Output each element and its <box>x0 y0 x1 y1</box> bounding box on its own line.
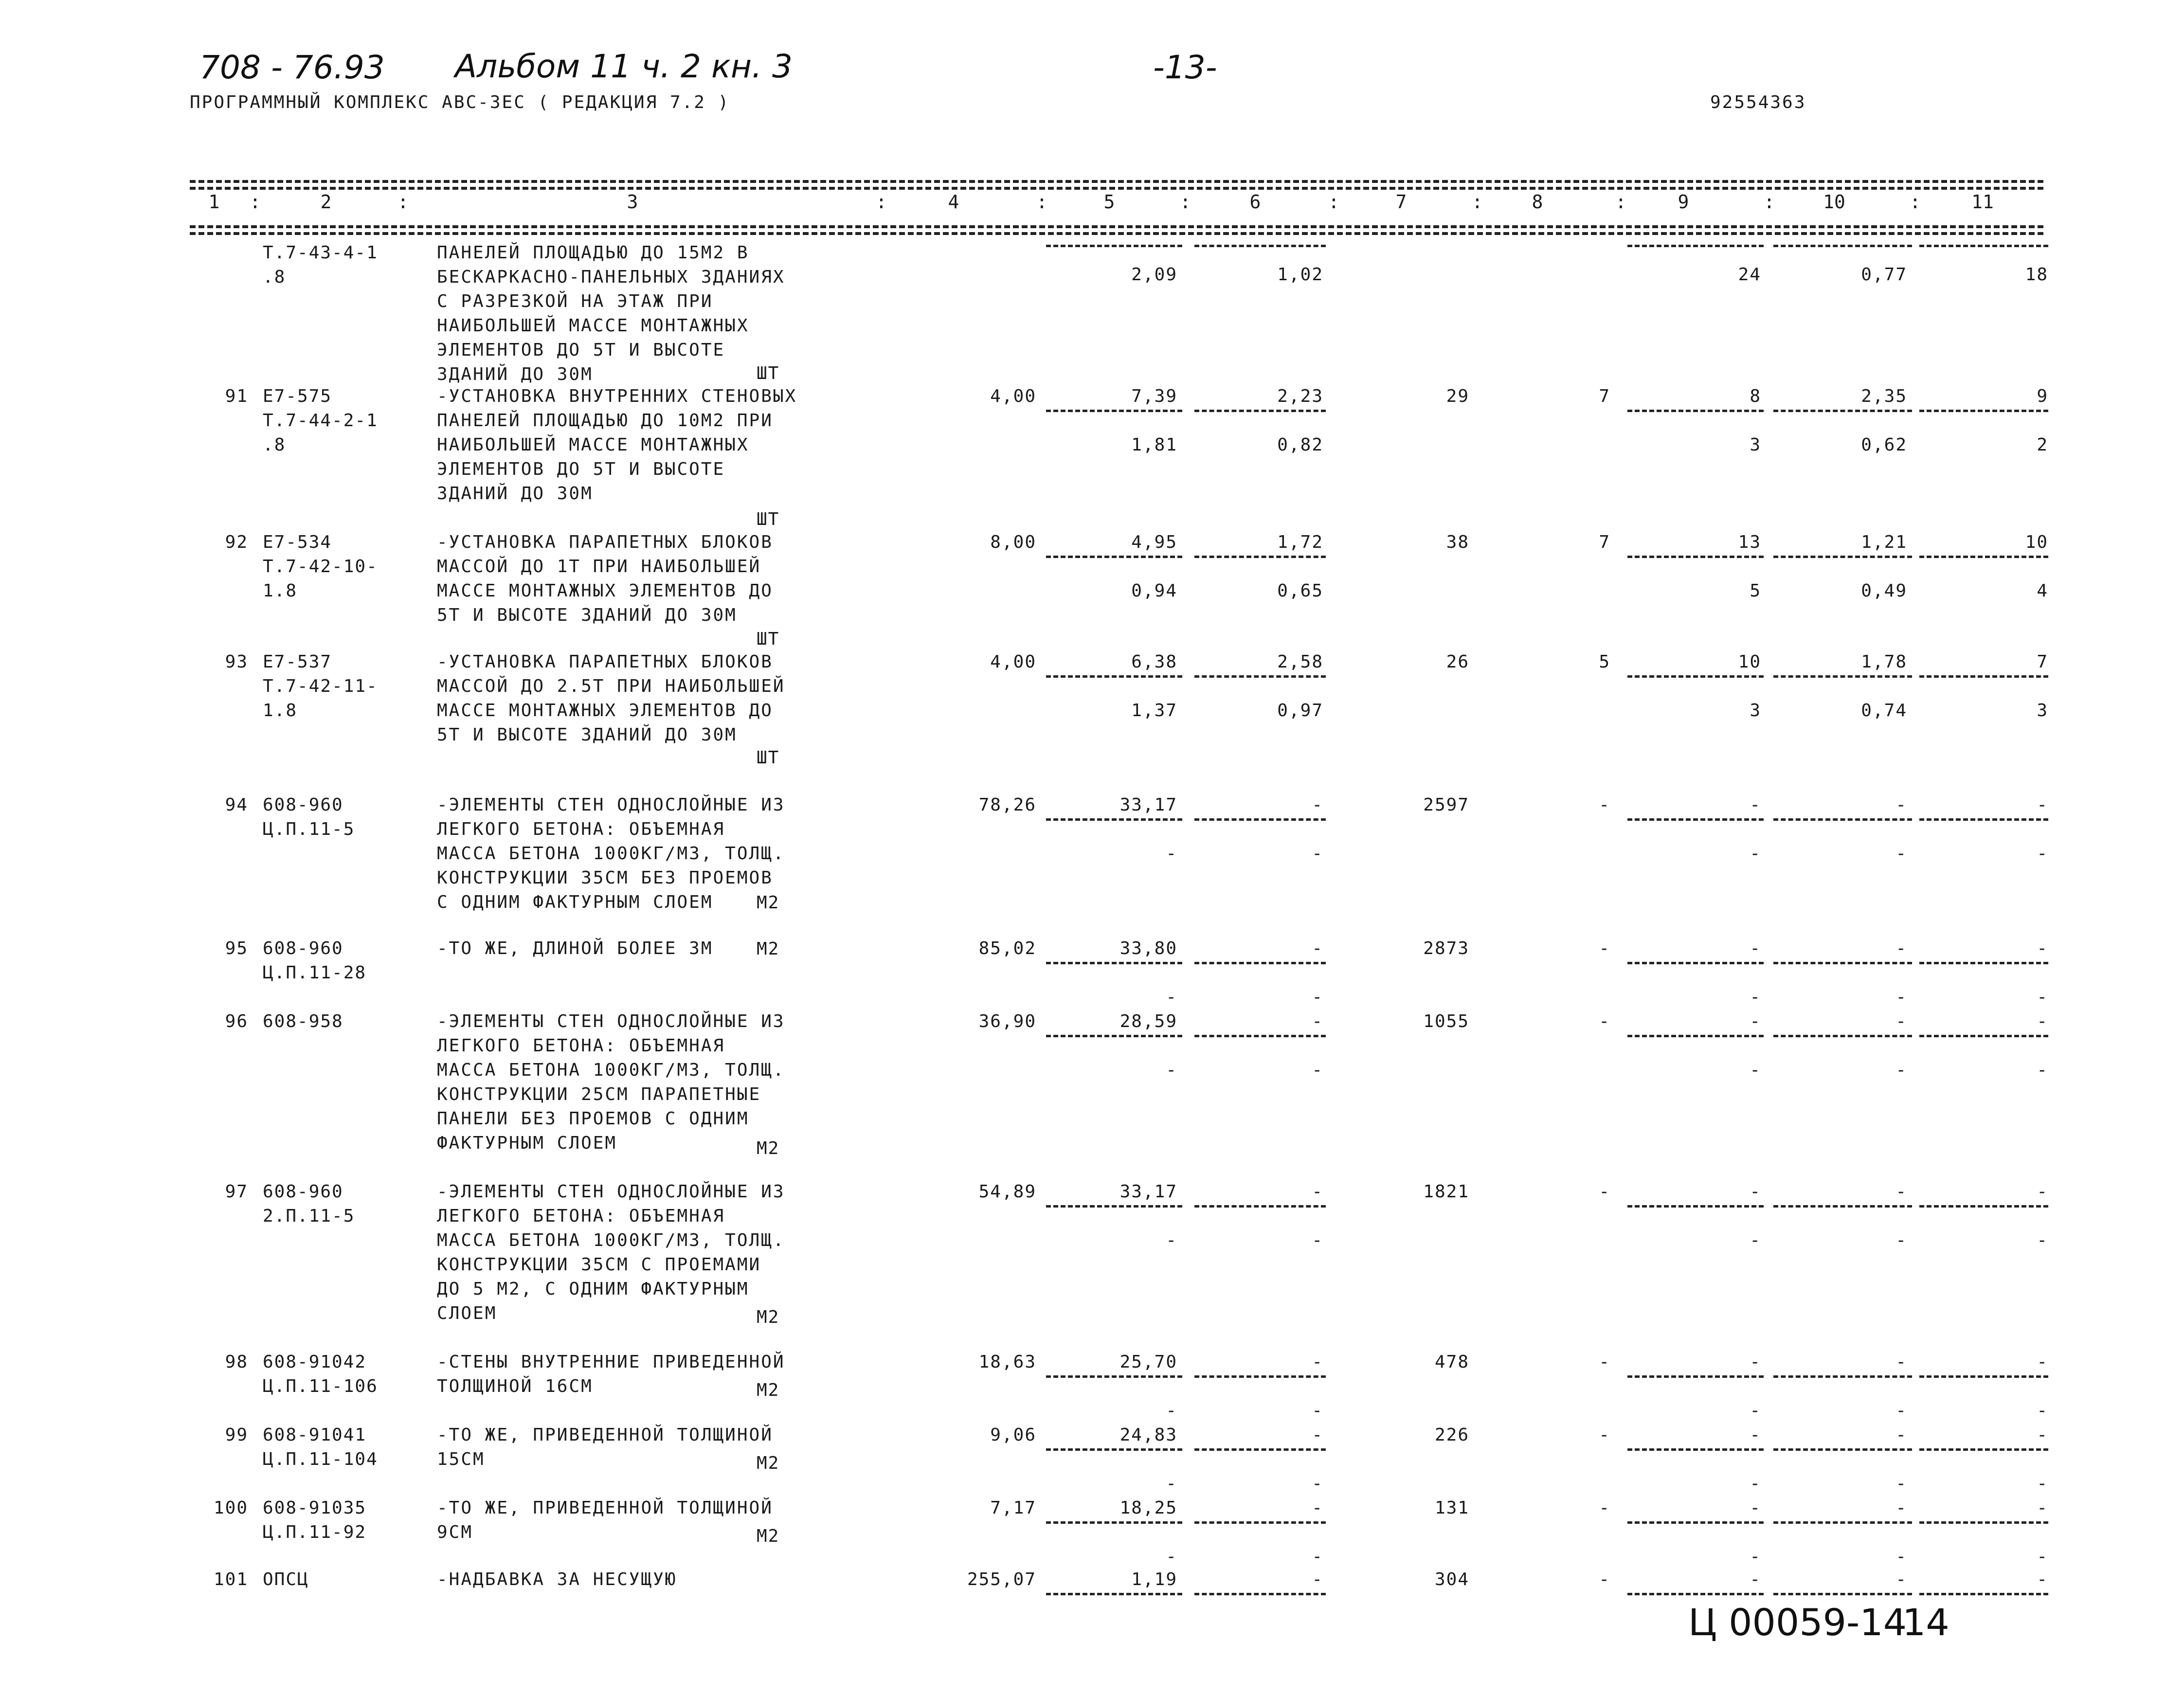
fraction-line <box>1627 1448 1764 1451</box>
header-rule-bottom <box>190 225 2043 228</box>
column-10-upper: - <box>1895 795 1907 815</box>
fraction-line <box>1773 1205 1912 1208</box>
column-6-upper: - <box>1312 1570 1323 1589</box>
row-unit: М2 <box>757 1453 780 1473</box>
row-unit: М2 <box>757 1307 780 1327</box>
fraction-line <box>1046 556 1182 558</box>
column-header-8: 8 <box>1532 191 1543 213</box>
column-header-11: 11 <box>1971 191 1994 213</box>
column-4-value: 8,00 <box>990 532 1036 552</box>
column-11-upper: - <box>2037 1425 2048 1445</box>
column-9-lower: 3 <box>1750 435 1761 455</box>
fraction-line <box>1194 1593 1326 1595</box>
column-8-value: - <box>1599 795 1610 815</box>
row-description: -ЭЛЕМЕНТЫ СТЕН ОДНОСЛОЙНЫЕ ИЗ ЛЕГКОГО БЕТОНА: ОБЪЕМНАЯ МАССА БЕТОНА 1000КГ/М3, ТОЛЩ. КОНСТРУКЦИИ 35СМ С ПРОЕМАМИ ДО 5 М2, С ОДНИМ ФАКТУРНЫМ СЛОЕМ <box>437 1182 785 1323</box>
column-header-5: 5 <box>1103 191 1115 213</box>
fraction-line <box>1919 410 2048 412</box>
column-header-2: 2 <box>320 191 332 213</box>
column-11-upper: - <box>2037 938 2048 958</box>
column-8-value: 5 <box>1599 652 1610 672</box>
fraction-line <box>1773 675 1912 678</box>
row-description: -СТЕНЫ ВНУТРЕННИЕ ПРИВЕДЕННОЙ ТОЛЩИНОЙ 16СМ <box>437 1352 785 1396</box>
column-5-lower: 1,81 <box>1131 435 1177 455</box>
column-4-value: 255,07 <box>967 1570 1036 1589</box>
fraction-line <box>1194 675 1326 678</box>
row-number: 98 <box>225 1352 248 1372</box>
archive-stamp: Ц 00059-14 <box>1688 1601 1907 1644</box>
column-10-lower: - <box>1895 1230 1907 1250</box>
column-9-upper: - <box>1750 1352 1761 1372</box>
fraction-line <box>1046 675 1182 678</box>
column-separator: : <box>1036 191 1047 213</box>
column-5-lower: - <box>1166 1547 1177 1567</box>
row-unit: ШТ <box>757 509 780 529</box>
column-header-3: 3 <box>627 191 638 213</box>
fraction-line <box>1773 556 1912 558</box>
column-5-upper: 33,17 <box>1119 1182 1177 1202</box>
column-4-value: 4,00 <box>990 652 1036 672</box>
column-4-value: 9,06 <box>990 1425 1036 1445</box>
fraction-line <box>1773 1035 1912 1037</box>
column-separator: : <box>250 191 261 213</box>
row-code: 608-960 Ц.П.11-5 <box>263 795 355 839</box>
column-5-upper: 25,70 <box>1119 1352 1177 1372</box>
row-code: Т.7-43-4-1 .8 <box>263 243 378 287</box>
fraction-line <box>1919 675 2048 678</box>
column-11-lower: 18 <box>2025 265 2048 285</box>
column-10-upper: 1,78 <box>1861 652 1907 672</box>
column-9-upper: - <box>1750 1425 1761 1445</box>
row-unit: ШТ <box>757 629 780 649</box>
fraction-line <box>1046 1448 1182 1451</box>
fraction-line <box>1773 1521 1912 1524</box>
fraction-line <box>1046 1593 1182 1595</box>
column-6-upper: 2,23 <box>1277 386 1323 406</box>
column-10-lower: - <box>1895 1547 1907 1567</box>
column-9-upper: - <box>1750 795 1761 815</box>
column-11-lower: - <box>2037 844 2048 864</box>
column-9-upper: 13 <box>1738 532 1761 552</box>
column-8-value: 7 <box>1599 386 1610 406</box>
row-code: Е7-575 Т.7-44-2-1 .8 <box>263 386 378 455</box>
fraction-line <box>1627 1205 1764 1208</box>
column-7-value: 26 <box>1446 652 1469 672</box>
row-unit: ШТ <box>757 748 780 768</box>
row-number: 94 <box>225 795 248 815</box>
column-9-lower: 5 <box>1750 581 1761 601</box>
column-10-upper: - <box>1895 1011 1907 1031</box>
column-7-value: 1821 <box>1423 1182 1469 1202</box>
column-11-lower: - <box>2037 987 2048 1007</box>
column-10-upper: - <box>1895 1425 1907 1445</box>
column-5-lower: - <box>1166 1060 1177 1080</box>
fraction-line <box>1773 818 1912 821</box>
column-7-value: 2873 <box>1423 938 1469 958</box>
fraction-line <box>1046 1375 1182 1378</box>
fraction-line <box>1194 1035 1326 1037</box>
column-9-upper: 10 <box>1738 652 1761 672</box>
column-6-lower: 0,97 <box>1277 701 1323 721</box>
column-5-lower: - <box>1166 1401 1177 1421</box>
column-9-lower: - <box>1750 1547 1761 1567</box>
row-code: Е7-534 Т.7-42-10- 1.8 <box>263 532 378 601</box>
column-8-value: - <box>1599 1011 1610 1031</box>
column-9-lower: - <box>1750 1401 1761 1421</box>
row-unit: М2 <box>757 939 780 959</box>
row-number: 97 <box>225 1182 248 1202</box>
column-6-upper: - <box>1312 1498 1323 1518</box>
column-7-value: 478 <box>1434 1352 1469 1372</box>
row-unit: ШТ <box>757 363 780 383</box>
document-number: 92554363 <box>1710 92 1806 112</box>
column-10-lower: - <box>1895 987 1907 1007</box>
column-6-upper: - <box>1312 1011 1323 1031</box>
column-11-lower: 2 <box>2037 435 2048 455</box>
column-6-lower: - <box>1312 1230 1323 1250</box>
fraction-line <box>1919 1035 2048 1037</box>
column-10-lower: 0,49 <box>1861 581 1907 601</box>
column-11-lower: - <box>2037 1547 2048 1567</box>
column-9-lower: 24 <box>1738 265 1761 285</box>
column-5-lower: - <box>1166 1230 1177 1250</box>
column-5-upper: 18,25 <box>1119 1498 1177 1518</box>
column-8-value: 7 <box>1599 532 1610 552</box>
column-4-value: 7,17 <box>990 1498 1036 1518</box>
fraction-line <box>1773 1448 1912 1451</box>
fraction-line <box>1046 962 1182 964</box>
column-5-upper: 7,39 <box>1131 386 1177 406</box>
row-description: -ЭЛЕМЕНТЫ СТЕН ОДНОСЛОЙНЫЕ ИЗ ЛЕГКОГО БЕТОНА: ОБЪЕМНАЯ МАССА БЕТОНА 1000КГ/М3, ТОЛЩ. КОНСТРУКЦИИ 35СМ БЕЗ ПРОЕМОВ С ОДНИМ ФАКТУРНЫМ СЛОЕМ <box>437 795 785 912</box>
column-4-value: 85,02 <box>978 938 1036 958</box>
column-11-lower: - <box>2037 1474 2048 1494</box>
column-10-lower: - <box>1895 1060 1907 1080</box>
fraction-line <box>1919 962 2048 964</box>
column-5-upper: 33,80 <box>1119 938 1177 958</box>
column-10-upper: - <box>1895 1352 1907 1372</box>
column-10-upper: - <box>1895 1570 1907 1589</box>
column-10-lower: 0,62 <box>1861 435 1907 455</box>
column-7-value: 2597 <box>1423 795 1469 815</box>
column-header-1: 1 <box>208 191 220 213</box>
column-11-lower: 3 <box>2037 701 2048 721</box>
column-7-value: 304 <box>1434 1570 1469 1589</box>
row-code: 608-91035 Ц.П.11-92 <box>263 1498 367 1542</box>
row-code: 608-91042 Ц.П.11-106 <box>263 1352 378 1396</box>
column-header-9: 9 <box>1678 191 1689 213</box>
column-11-lower: 4 <box>2037 581 2048 601</box>
column-6-lower: - <box>1312 987 1323 1007</box>
fraction-line <box>1919 1375 2048 1378</box>
column-5-lower: - <box>1166 844 1177 864</box>
fraction-line <box>1919 818 2048 821</box>
row-code: 608-960 2.П.11-5 <box>263 1182 355 1226</box>
column-header-10: 10 <box>1823 191 1845 213</box>
column-7-value: 131 <box>1434 1498 1469 1518</box>
fraction-line <box>1627 1521 1764 1524</box>
column-9-lower: - <box>1750 844 1761 864</box>
fraction-line <box>1194 556 1326 558</box>
column-7-value: 1055 <box>1423 1011 1469 1031</box>
row-number: 96 <box>225 1011 248 1031</box>
column-11-upper: - <box>2037 1570 2048 1589</box>
column-11-upper: 10 <box>2025 532 2048 552</box>
column-9-lower: - <box>1750 987 1761 1007</box>
row-description: -ЭЛЕМЕНТЫ СТЕН ОДНОСЛОЙНЫЕ ИЗ ЛЕГКОГО БЕТОНА: ОБЪЕМНАЯ МАССА БЕТОНА 1000КГ/М3, ТОЛЩ. КОНСТРУКЦИИ 25СМ ПАРАПЕТНЫЕ ПАНЕЛИ БЕЗ ПРОЕМОВ С ОДНИМ ФАКТУРНЫМ СЛОЕМ <box>437 1011 785 1153</box>
column-6-upper: - <box>1312 938 1323 958</box>
row-code: ОПСЦ <box>263 1570 309 1589</box>
column-6-lower: - <box>1312 1401 1323 1421</box>
column-10-upper: - <box>1895 1182 1907 1202</box>
column-11-lower: - <box>2037 1230 2048 1250</box>
column-5-lower: 1,37 <box>1131 701 1177 721</box>
row-number: 101 <box>213 1570 248 1589</box>
column-11-lower: - <box>2037 1401 2048 1421</box>
row-description: -ТО ЖЕ, ДЛИНОЙ БОЛЕЕ 3М <box>437 938 713 958</box>
row-number: 93 <box>225 652 248 672</box>
row-code: 608-958 <box>263 1011 343 1031</box>
column-7-value: 29 <box>1446 386 1469 406</box>
column-11-upper: - <box>2037 795 2048 815</box>
fraction-line <box>1194 1375 1326 1378</box>
fraction-line <box>1919 245 2048 247</box>
column-10-upper: 2,35 <box>1861 386 1907 406</box>
row-description: -НАДБАВКА ЗА НЕСУЩУЮ <box>437 1570 677 1589</box>
column-separator: : <box>1180 191 1191 213</box>
column-11-upper: - <box>2037 1498 2048 1518</box>
row-unit: М2 <box>757 1526 780 1546</box>
column-5-upper: 1,19 <box>1131 1570 1177 1589</box>
column-6-upper: - <box>1312 1182 1323 1202</box>
column-5-lower: - <box>1166 987 1177 1007</box>
fraction-line <box>1194 245 1326 247</box>
program-title: ПРОГРАММНЫЙ КОМПЛЕКС АВС-3ЕС ( РЕДАКЦИЯ 7.2 ) <box>190 92 730 112</box>
fraction-line <box>1627 1375 1764 1378</box>
column-9-upper: - <box>1750 1570 1761 1589</box>
column-8-value: - <box>1599 1425 1610 1445</box>
fraction-line <box>1194 410 1326 412</box>
column-11-upper: 7 <box>2037 652 2048 672</box>
row-number: 95 <box>225 938 248 958</box>
column-4-value: 78,26 <box>978 795 1036 815</box>
row-unit: М2 <box>757 893 780 913</box>
column-6-upper: - <box>1312 1352 1323 1372</box>
fraction-line <box>1773 1375 1912 1378</box>
row-number: 91 <box>225 386 248 406</box>
column-header-6: 6 <box>1249 191 1261 213</box>
fraction-line <box>1919 1521 2048 1524</box>
fraction-line <box>1046 245 1182 247</box>
column-10-upper: - <box>1895 938 1907 958</box>
row-number: 100 <box>213 1498 248 1518</box>
fraction-line <box>1627 962 1764 964</box>
album-label: Альбом 11 ч. 2 кн. 3 <box>455 48 793 85</box>
row-number: 99 <box>225 1425 248 1445</box>
fraction-line <box>1627 1035 1764 1037</box>
row-number: 92 <box>225 532 248 552</box>
row-unit: М2 <box>757 1138 780 1158</box>
column-8-value: - <box>1599 1182 1610 1202</box>
fraction-line <box>1627 675 1764 678</box>
column-4-value: 54,89 <box>978 1182 1036 1202</box>
column-6-lower: 0,65 <box>1277 581 1323 601</box>
column-6-lower: - <box>1312 1547 1323 1567</box>
fraction-line <box>1627 410 1764 412</box>
row-description: -ТО ЖЕ, ПРИВЕДЕННОЙ ТОЛЩИНОЙ 15СМ <box>437 1425 773 1469</box>
column-11-lower: - <box>2037 1060 2048 1080</box>
column-6-lower: - <box>1312 1060 1323 1080</box>
column-6-upper: - <box>1312 1425 1323 1445</box>
archive-stamp-page: 14 <box>1902 1601 1949 1644</box>
fraction-line <box>1194 1521 1326 1524</box>
column-5-lower: 0,94 <box>1131 581 1177 601</box>
column-9-lower: - <box>1750 1230 1761 1250</box>
fraction-line <box>1194 962 1326 964</box>
column-5-upper: 28,59 <box>1119 1011 1177 1031</box>
column-6-lower: - <box>1312 1474 1323 1494</box>
fraction-line <box>1773 410 1912 412</box>
column-6-lower: 0,82 <box>1277 435 1323 455</box>
column-7-value: 226 <box>1434 1425 1469 1445</box>
column-11-upper: - <box>2037 1182 2048 1202</box>
column-separator: : <box>1615 191 1626 213</box>
fraction-line <box>1773 1593 1912 1595</box>
fraction-line <box>1627 1593 1764 1595</box>
fraction-line <box>1046 818 1182 821</box>
fraction-line <box>1046 410 1182 412</box>
fraction-line <box>1194 1205 1326 1208</box>
column-5-upper: 33,17 <box>1119 795 1177 815</box>
fraction-line <box>1627 245 1764 247</box>
column-6-lower: 1,02 <box>1277 265 1323 285</box>
fraction-line <box>1194 1448 1326 1451</box>
column-10-lower: - <box>1895 1401 1907 1421</box>
column-separator: : <box>876 191 887 213</box>
row-code: Е7-537 Т.7-42-11- 1.8 <box>263 652 378 721</box>
column-10-lower: 0,77 <box>1861 265 1907 285</box>
page-number: -13- <box>1153 49 1217 86</box>
column-11-upper: - <box>2037 1011 2048 1031</box>
column-4-value: 4,00 <box>990 386 1036 406</box>
column-9-lower: - <box>1750 1060 1761 1080</box>
fraction-line <box>1919 556 2048 558</box>
fraction-line <box>1194 818 1326 821</box>
column-5-lower: - <box>1166 1474 1177 1494</box>
row-code: 608-960 Ц.П.11-28 <box>263 938 367 983</box>
column-9-upper: - <box>1750 1011 1761 1031</box>
row-code: 608-91041 Ц.П.11-104 <box>263 1425 378 1469</box>
column-6-upper: - <box>1312 795 1323 815</box>
column-11-upper: - <box>2037 1352 2048 1372</box>
row-description: -ТО ЖЕ, ПРИВЕДЕННОЙ ТОЛЩИНОЙ 9СМ <box>437 1498 773 1542</box>
column-header-4: 4 <box>948 191 959 213</box>
column-5-upper: 6,38 <box>1131 652 1177 672</box>
column-separator: : <box>1910 191 1921 213</box>
column-10-lower: 0,74 <box>1861 701 1907 721</box>
header-rule-bottom-2 <box>190 232 2043 235</box>
column-6-upper: 2,58 <box>1277 652 1323 672</box>
column-7-value: 38 <box>1446 532 1469 552</box>
row-unit: М2 <box>757 1380 780 1400</box>
column-9-upper: 8 <box>1750 386 1761 406</box>
header-rule-top <box>190 180 2043 183</box>
column-11-upper: 9 <box>2037 386 2048 406</box>
fraction-line <box>1046 1205 1182 1208</box>
column-10-lower: - <box>1895 844 1907 864</box>
column-10-lower: - <box>1895 1474 1907 1494</box>
column-5-upper: 4,95 <box>1131 532 1177 552</box>
fraction-line <box>1773 962 1912 964</box>
column-separator: : <box>1472 191 1483 213</box>
column-4-value: 36,90 <box>978 1011 1036 1031</box>
row-description: ПАНЕЛЕЙ ПЛОЩАДЬЮ ДО 15М2 В БЕСКАРКАСНО-ПАНЕЛЬНЫХ ЗДАНИЯХ С РАЗРЕЗКОЙ НА ЭТАЖ ПРИ НАИБОЛЬШЕЙ МАССЕ МОНТАЖНЫХ ЭЛЕМЕНТОВ ДО 5Т И ВЫСОТЕ ЗДАНИЙ ДО 30М <box>437 243 785 384</box>
column-10-upper: - <box>1895 1498 1907 1518</box>
fraction-line <box>1919 1205 2048 1208</box>
column-separator: : <box>1764 191 1775 213</box>
fraction-line <box>1046 1521 1182 1524</box>
fraction-line <box>1919 1593 2048 1595</box>
column-10-upper: 1,21 <box>1861 532 1907 552</box>
column-8-value: - <box>1599 938 1610 958</box>
column-9-lower: - <box>1750 1474 1761 1494</box>
column-8-value: - <box>1599 1498 1610 1518</box>
column-header-7: 7 <box>1395 191 1407 213</box>
column-9-lower: 3 <box>1750 701 1761 721</box>
column-5-lower: 2,09 <box>1131 265 1177 285</box>
column-9-upper: - <box>1750 938 1761 958</box>
column-8-value: - <box>1599 1352 1610 1372</box>
row-description: -УСТАНОВКА ПАРАПЕТНЫХ БЛОКОВ МАССОЙ ДО 2.5Т ПРИ НАИБОЛЬШЕЙ МАССЕ МОНТАЖНЫХ ЭЛЕМЕНТОВ ДО 5Т И ВЫСОТЕ ЗДАНИЙ ДО 30М <box>437 652 785 745</box>
column-6-lower: - <box>1312 844 1323 864</box>
column-5-upper: 24,83 <box>1119 1425 1177 1445</box>
column-separator: : <box>397 191 409 213</box>
fraction-line <box>1773 245 1912 247</box>
fraction-line <box>1627 556 1764 558</box>
column-8-value: - <box>1599 1570 1610 1589</box>
fraction-line <box>1046 1035 1182 1037</box>
header-rule-top-2 <box>190 187 2043 190</box>
column-9-upper: - <box>1750 1182 1761 1202</box>
fraction-line <box>1919 1448 2048 1451</box>
column-4-value: 18,63 <box>978 1352 1036 1372</box>
column-9-upper: - <box>1750 1498 1761 1518</box>
column-separator: : <box>1328 191 1339 213</box>
fraction-line <box>1627 818 1764 821</box>
row-description: -УСТАНОВКА ПАРАПЕТНЫХ БЛОКОВ МАССОЙ ДО 1Т ПРИ НАИБОЛЬШЕЙ МАССЕ МОНТАЖНЫХ ЭЛЕМЕНТОВ ДО 5Т И ВЫСОТЕ ЗДАНИЙ ДО 30М <box>437 532 773 625</box>
row-description: -УСТАНОВКА ВНУТРЕННИХ СТЕНОВЫХ ПАНЕЛЕЙ ПЛОЩАДЬЮ ДО 10М2 ПРИ НАИБОЛЬШЕЙ МАССЕ МОНТАЖНЫХ ЭЛЕМЕНТОВ ДО 5Т И ВЫСОТЕ ЗДАНИЙ ДО 30М <box>437 386 797 504</box>
document-code: 708 - 76.93 <box>199 49 385 86</box>
column-6-upper: 1,72 <box>1277 532 1323 552</box>
